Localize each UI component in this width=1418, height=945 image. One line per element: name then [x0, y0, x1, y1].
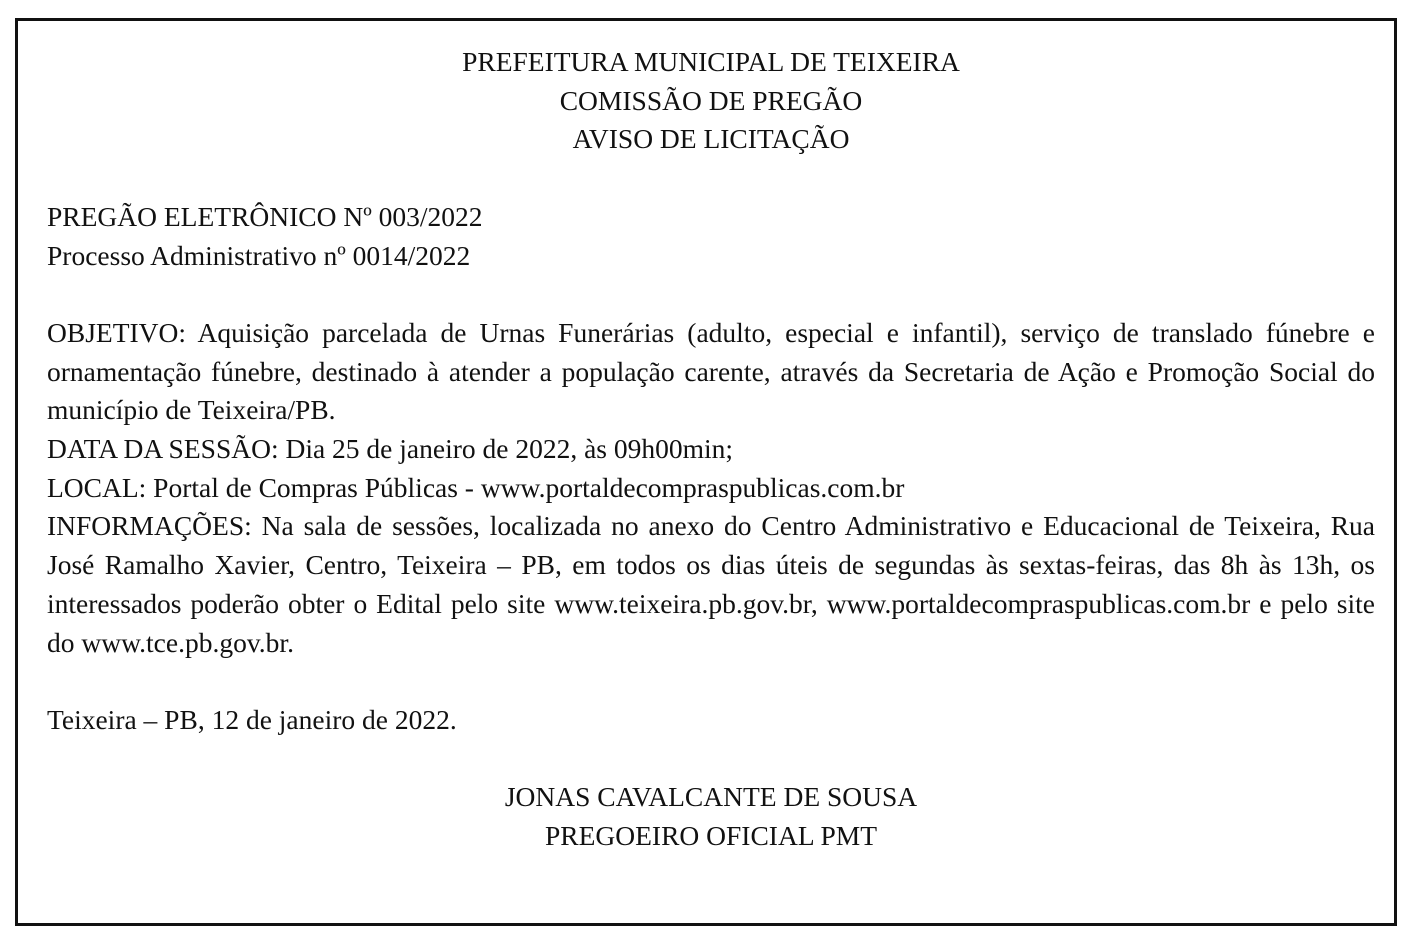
- objetivo-paragraph: OBJETIVO: Aquisição parcelada de Urnas Funerárias (adulto, especial e infantil), serviço de translado fúnebre e ornamentação fúnebre, destinado à atender a população carente, através da Secretaria de Ação e Promoção Social do município de Teixeira/PB.: [47, 316, 1375, 426]
- spacer: [47, 159, 1375, 198]
- data-sessao-line: DATA DA SESSÃO: Dia 25 de janeiro de 2022, às 09h00min;: [47, 433, 734, 464]
- notice-content: [47, 43, 1375, 856]
- header-line-aviso: AVISO DE LICITAÇÃO: [572, 123, 850, 155]
- spacer: [47, 662, 1375, 701]
- header-line-comissao: COMISSÃO DE PREGÃO: [559, 84, 863, 116]
- signatory-name: JONAS CAVALCANTE DE SOUSA: [504, 781, 918, 813]
- pregao-number: PREGÃO ELETRÔNICO Nº 003/2022: [47, 200, 483, 232]
- spacer: [47, 275, 1375, 314]
- notice-header: [47, 43, 1375, 159]
- signatory-role: PREGOEIRO OFICIAL PMT: [544, 820, 878, 851]
- signature-block: [47, 778, 1375, 855]
- notice-identification: [47, 198, 1375, 275]
- informacoes-paragraph: INFORMAÇÕES: Na sala de sessões, localizada no anexo do Centro Administrativo e Educacional de Teixeira, Rua José Ramalho Xavier, Centro, Teixeira – PB, em todos os dias úteis de segundas às sextas-feiras, das 8h às 13h, os interessados poderão obter o Edital pelo site www.teixeira.pb.gov.br, www.portaldecompraspublicas.com.br e pelo site do www.tce.pb.gov.br.: [47, 510, 1375, 658]
- header-line-prefeitura: PREFEITURA MUNICIPAL DE TEIXEIRA: [462, 46, 960, 77]
- notice-frame: [15, 18, 1397, 926]
- processo-number: Processo Administrativo nº 0014/2022: [47, 239, 471, 271]
- notice-body: [47, 314, 1375, 662]
- spacer: [47, 740, 1375, 779]
- local-line: LOCAL: Portal de Compras Públicas - www.portaldecompraspublicas.com.br: [47, 471, 905, 503]
- date-line: Teixeira – PB, 12 de janeiro de 2022.: [47, 703, 457, 735]
